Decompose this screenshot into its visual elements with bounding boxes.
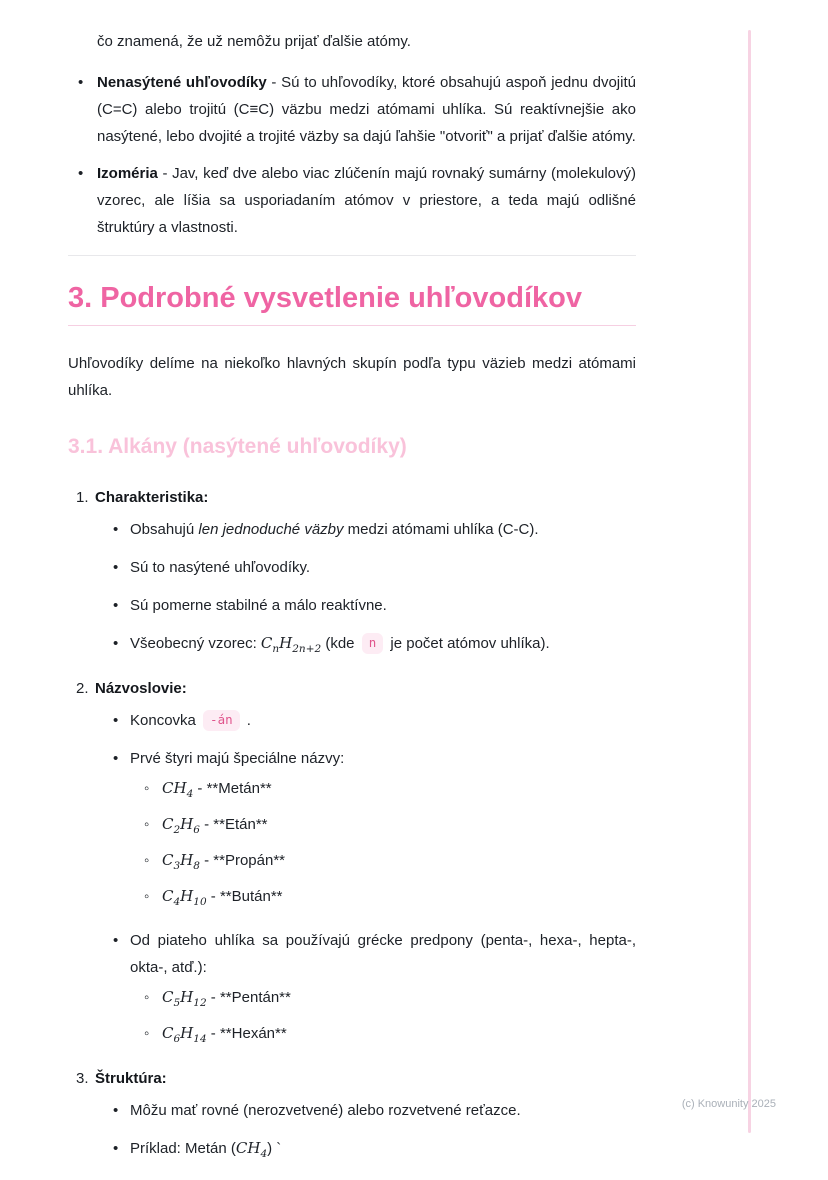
numbered-item-nomenclature xyxy=(68,675,636,1053)
formula-part: H xyxy=(279,634,293,652)
formula-methane xyxy=(162,779,194,800)
first-four-alkanes-list xyxy=(130,775,636,916)
text-segment: Koncovka xyxy=(130,712,201,729)
subsection-title: 3.1. Alkány (nasýtené uhľovodíky) xyxy=(68,435,407,458)
text-segment: - **Bután** xyxy=(206,888,283,905)
formula-part: H xyxy=(180,988,194,1006)
formula-part: CH xyxy=(235,1139,261,1157)
formula-general-alkane xyxy=(260,634,322,655)
term-definition: - Jav, keď dve alebo viac zlúčenín majú rovnaký sumárny (molekulový) vzorec, ale líšia sa usporiadaním atómov v priestore, a teda majú odlišné štruktúry a vlastnosti. xyxy=(97,165,636,236)
alkane-butane xyxy=(130,883,636,916)
formula-ethane xyxy=(162,815,200,836)
bullet-single-bonds xyxy=(95,516,636,543)
formula-part: H xyxy=(180,815,194,833)
formula-subscript: 6 xyxy=(173,1033,181,1045)
bullet-example-methane xyxy=(95,1135,636,1168)
text-segment: Môžu mať rovné (nerozvetvené) alebo rozvetvené reťazce. xyxy=(130,1102,521,1119)
text-segment: je počet atómov uhlíka). xyxy=(386,635,550,652)
text-segment: Všeobecný vzorec: xyxy=(130,635,261,652)
text-segment: Sú to nasýtené uhľovodíky. xyxy=(130,559,311,576)
formula-methane xyxy=(235,1139,268,1160)
formula-subscript: 6 xyxy=(193,824,200,836)
item-title: Názvoslovie: xyxy=(95,680,187,697)
formula-part: C xyxy=(162,1024,174,1042)
alkane-pentane xyxy=(130,984,636,1017)
section-divider xyxy=(68,255,636,256)
text-segment: - **Pentán** xyxy=(206,989,291,1006)
text-segment: Obsahujú xyxy=(130,521,199,538)
formula-part: H xyxy=(180,1024,194,1042)
paragraph-continuation: čo znamená, že už nemôžu prijať ďalšie atómy. xyxy=(97,33,411,50)
alkane-methane xyxy=(130,775,636,808)
higher-alkanes-list xyxy=(130,984,636,1053)
formula-part: CH xyxy=(162,779,187,797)
numbered-item-structure xyxy=(68,1065,636,1168)
text-segment: Od piateho uhlíka sa používajú grécke predpony (penta-, hexa-, hepta-, okta-, atď.): xyxy=(130,932,636,976)
formula-subscript: 14 xyxy=(193,1033,207,1045)
text-segment: - **Etán** xyxy=(199,816,268,833)
alkane-propane xyxy=(130,847,636,880)
term-definition: - Sú to uhľovodíky, ktoré obsahujú aspoň jednu dvojitú (C=C) alebo trojitú (C≡C) väzbu medzi atómami uhlíka. Sú reaktívnejšie ako nasýtené, lebo dvojité a trojité väzby sa dajú ľahšie "otvoriť" a prijať ďalšie atómy. xyxy=(97,74,636,145)
structure-bullets xyxy=(95,1097,636,1168)
bullet-suffix xyxy=(95,707,636,734)
section-title: 3. Podrobné vysvetlenie uhľovodíkov xyxy=(68,282,636,326)
formula-subscript: 5 xyxy=(173,997,181,1009)
formula-part: H xyxy=(180,887,194,905)
formula-subscript: 2n+2 xyxy=(292,643,322,655)
text-segment: - **Propán** xyxy=(199,852,286,869)
item-number: 3. xyxy=(76,1070,89,1087)
numbered-item-characteristics xyxy=(68,484,636,663)
text-segment: medzi atómami uhlíka (C-C). xyxy=(343,521,539,538)
item-number: 2. xyxy=(76,680,89,697)
formula-subscript: 12 xyxy=(193,997,207,1009)
text-segment: ) ` xyxy=(267,1140,282,1157)
formula-part: C xyxy=(162,887,174,905)
bullet-stable xyxy=(95,592,636,619)
formula-subscript: 8 xyxy=(193,860,200,872)
formula-pentane xyxy=(162,988,207,1009)
formula-subscript: 4 xyxy=(173,896,181,908)
formula-subscript: 10 xyxy=(193,896,207,908)
bullet-chains xyxy=(95,1097,636,1124)
formula-part: C xyxy=(260,634,273,652)
bullet-greek-prefixes xyxy=(95,927,636,1053)
formula-subscript: 3 xyxy=(173,860,181,872)
inline-code-n: n xyxy=(362,633,384,654)
item-number: 1. xyxy=(76,489,89,506)
text-segment: Sú pomerne stabilné a málo reaktívne. xyxy=(130,597,387,614)
inline-code-an: -án xyxy=(203,710,240,731)
text-segment: Prvé štyri majú špeciálne názvy: xyxy=(130,750,345,767)
text-segment: . xyxy=(242,712,251,729)
formula-part: C xyxy=(162,815,174,833)
item-title: Štruktúra: xyxy=(95,1070,167,1087)
list-item-isomerism xyxy=(68,160,636,241)
text-segment: (kde xyxy=(321,635,359,652)
formula-propane xyxy=(162,851,200,872)
formula-subscript: 4 xyxy=(260,1148,268,1160)
emphasized-text: len jednoduché väzby xyxy=(198,521,344,538)
page-edge-accent-stripe xyxy=(748,30,751,1133)
formula-part: H xyxy=(180,851,194,869)
alkane-hexane xyxy=(130,1020,636,1053)
formula-part: C xyxy=(162,988,174,1006)
document-body xyxy=(68,28,636,1180)
text-segment: - **Hexán** xyxy=(206,1025,287,1042)
term-isomerism: Izoméria xyxy=(97,165,158,182)
formula-part: C xyxy=(162,851,174,869)
list-item-unsaturated xyxy=(68,69,636,150)
section-intro: Uhľovodíky delíme na niekoľko hlavných skupín podľa typu väzieb medzi atómami uhlíka. xyxy=(68,355,636,399)
text-segment: - **Metán** xyxy=(193,780,272,797)
definitions-list xyxy=(68,69,636,241)
nomenclature-bullets xyxy=(95,707,636,1053)
text-segment: Príklad: Metán ( xyxy=(130,1140,236,1157)
formula-butane xyxy=(162,887,207,908)
bullet-saturated xyxy=(95,554,636,581)
formula-hexane xyxy=(162,1024,207,1045)
characteristics-bullets xyxy=(95,516,636,663)
term-unsaturated: Nenasýtené uhľovodíky xyxy=(97,74,267,91)
formula-subscript: n xyxy=(272,643,280,655)
bullet-general-formula xyxy=(95,630,636,663)
copyright-footer: (c) Knowunity 2025 xyxy=(681,1098,776,1110)
alkanes-numbered-list xyxy=(68,484,636,1168)
item-title: Charakteristika: xyxy=(95,489,209,506)
bullet-first-four xyxy=(95,745,636,916)
formula-subscript: 2 xyxy=(173,824,181,836)
alkane-ethane xyxy=(130,811,636,844)
formula-subscript: 4 xyxy=(186,788,194,800)
